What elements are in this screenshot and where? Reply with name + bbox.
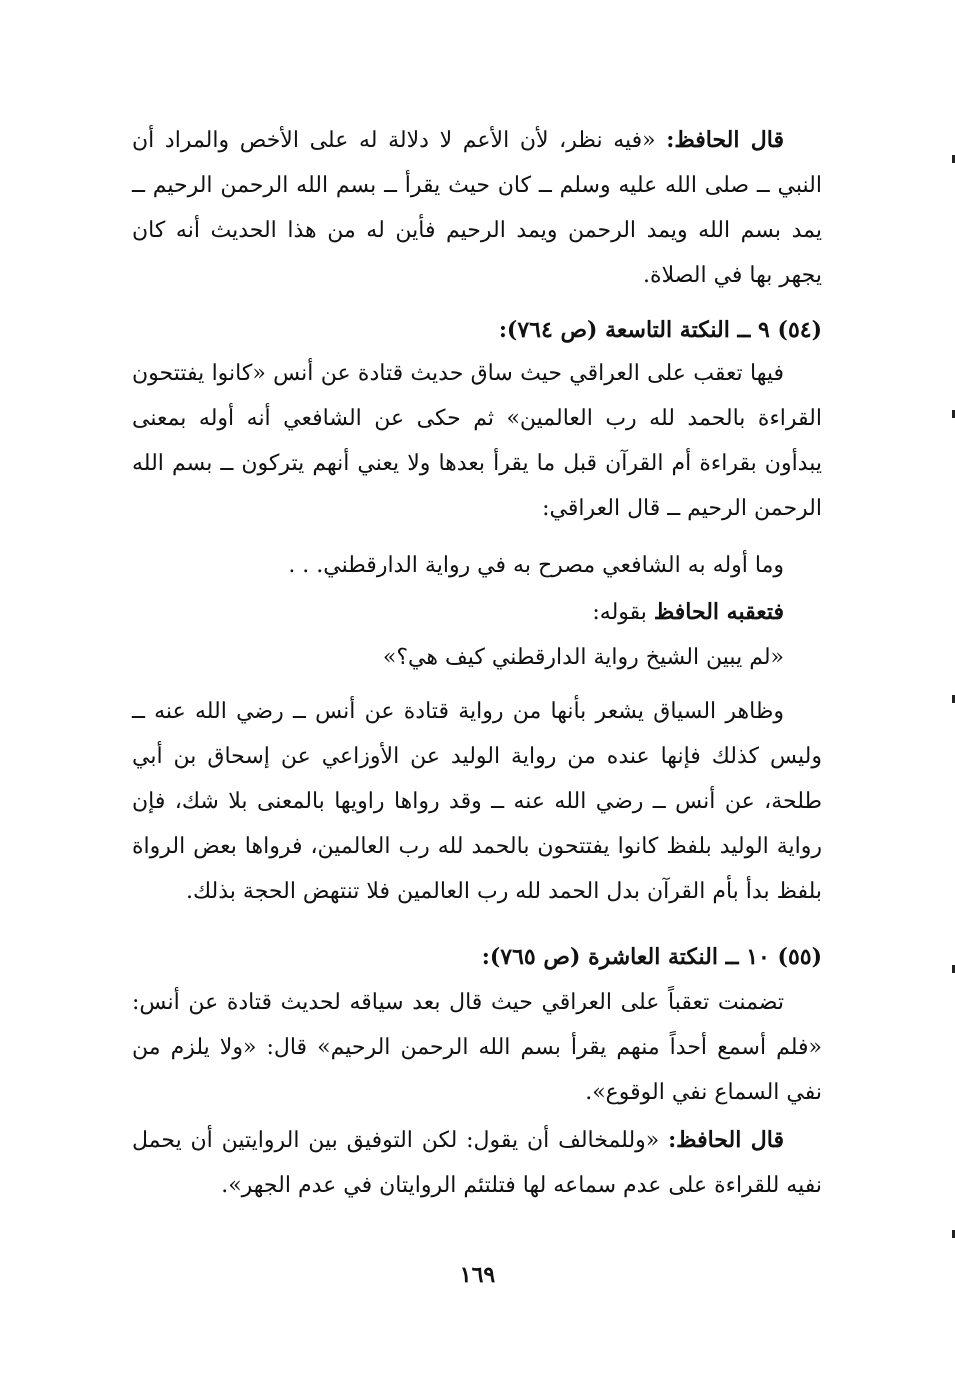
speaker-label: قال الحافظ: [668, 1127, 784, 1153]
paragraph-hafiz-final [132, 1118, 822, 1208]
quote-hafiz: «لم يبين الشيخ رواية الدارقطني كيف هي؟» [382, 645, 784, 670]
quote-iraqi: وما أوله به الشافعي مصرح به في رواية الدارقطني. . . [288, 553, 784, 578]
paragraph-hafiz-comment [132, 118, 822, 298]
section-heading-54: (٥٤) ٩ ــ النكتة التاسعة (ص ٧٦٤): [498, 317, 822, 343]
paragraph-context: وظاهر السياق يشعر بأنها من رواية قتادة عن أنس ــ رضي الله عنه ــ وليس كذلك فإنها عنده من رواية الوليد عن الأوزاعي عن إسحاق بن أبي طلحة، عن أنس ــ رضي الله عنه ــ وقد رواها راويها بالمعنى بلا شك، فإن رواية الوليد بلفظ كانوا يفتتحون بالحمد لله رب العالمين، فرواها بعض الرواة بلفظ بدأ بأم القرآن بدل الحمد لله رب العالمين فلا تنتهض الحجة بذلك. [132, 699, 823, 904]
paragraph-tenth-point: تضمنت تعقباً على العراقي حيث قال بعد سياقه لحديث قتادة عن أنس: «فلم أسمع أحداً منهم يقرأ بسم الله الرحمن الرحيم» قال: «ولا يلزم من نفي السماع نفي الوقوع». [132, 990, 822, 1105]
paragraph-hafiz-reply [132, 590, 822, 635]
paragraph-text: «وللمخالف أن يقول: لكن التوفيق بين الروايتين أن يحمل نفيه للقراءة على عدم سماعه لها فتلتئم الروايتان في عدم الجهر». [132, 1128, 822, 1198]
paragraph-text: بقوله: [592, 600, 654, 625]
speaker-label: فتعقبه الحافظ [653, 599, 784, 625]
paragraph-ninth-point: فيها تعقب على العراقي حيث ساق حديث قتادة عن أنس «كانوا يفتتحون القراءة بالحمد لله رب العالمين» ثم حكى عن الشافعي أنه أوله بمعنى يبدأون بقراءة أم القرآن قبل ما يقرأ بعدها ولا يعني أنهم يتركون ــ بسم الله الرحمن الرحيم ــ قال العراقي: [132, 361, 822, 521]
section-heading-55: (٥٥) ١٠ ــ النكتة العاشرة (ص ٧٦٥): [481, 944, 822, 970]
paragraph-text: «فيه نظر، لأن الأعم لا دلالة له على الأخص والمراد أن النبي ــ صلى الله عليه وسلم ــ كان حيث يقرأ ــ بسم الله الرحمن الرحيم ــ يمد بسم الله ويمد الرحمن ويمد الرحيم فأين له من هذا الحديث أنه كان يجهر بها في الصلاة. [132, 128, 822, 288]
page-number: ١٦٩ [459, 1262, 496, 1288]
speaker-label: قال الحافظ: [666, 127, 784, 153]
